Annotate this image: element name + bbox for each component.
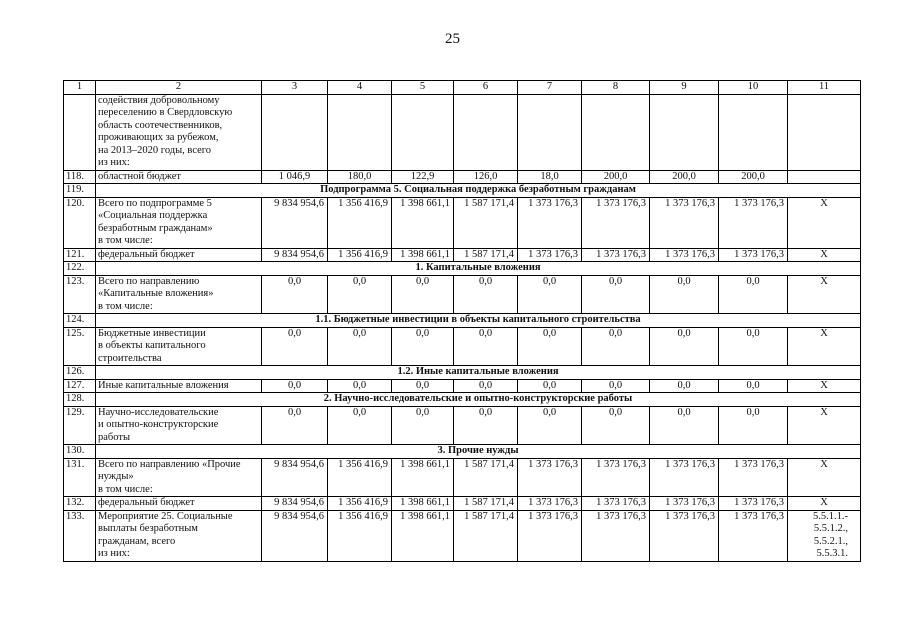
value-cell: 0,0 xyxy=(582,275,650,314)
code-cell xyxy=(788,170,861,184)
table-row xyxy=(64,248,861,262)
item-name-line: содействия добровольному xyxy=(98,94,220,106)
code-cell xyxy=(788,406,861,445)
code-line: Х xyxy=(820,497,828,508)
code-line: Х xyxy=(820,327,828,339)
row-number: 123. xyxy=(64,275,96,314)
value-cell: 1 373 176,3 xyxy=(650,458,719,497)
item-name xyxy=(96,379,262,393)
value-cell xyxy=(518,94,582,170)
item-name xyxy=(96,197,262,248)
table-row xyxy=(64,458,861,497)
table-row xyxy=(64,94,861,170)
code-line: Х xyxy=(820,248,828,260)
table-row xyxy=(64,379,861,393)
section-row xyxy=(64,445,861,459)
row-number: 119. xyxy=(64,184,96,198)
value-cell: 1 356 416,9 xyxy=(328,497,392,511)
item-name-line: гражданам, всего xyxy=(98,535,176,547)
value-cell xyxy=(392,94,454,170)
value-cell: 1 373 176,3 xyxy=(650,497,719,511)
header-cell-col-7: 7 xyxy=(518,81,582,95)
value-cell: 0,0 xyxy=(262,275,328,314)
code-cell xyxy=(788,248,861,262)
section-row xyxy=(64,262,861,276)
code-cell xyxy=(788,379,861,393)
section-row xyxy=(64,314,861,328)
value-cell: 1 398 661,1 xyxy=(392,458,454,497)
value-cell: 0,0 xyxy=(392,406,454,445)
header-cell-col-11: 11 xyxy=(788,81,861,95)
value-cell: 1 587 171,4 xyxy=(454,248,518,262)
header-cell-col-9: 9 xyxy=(650,81,719,95)
code-line: Х xyxy=(820,406,828,418)
value-cell: 1 373 176,3 xyxy=(582,248,650,262)
value-cell: 1 398 661,1 xyxy=(392,510,454,561)
value-cell: 0,0 xyxy=(518,327,582,366)
code-cell xyxy=(788,94,861,170)
value-cell: 1 356 416,9 xyxy=(328,458,392,497)
section-title: 3. Прочие нужды xyxy=(96,445,861,459)
item-name xyxy=(96,170,262,184)
value-cell: 0,0 xyxy=(582,379,650,393)
item-name-line: Мероприятие 25. Социальные xyxy=(98,510,233,522)
item-name xyxy=(96,458,262,497)
code-line: 5.5.3.1. xyxy=(816,548,848,559)
item-name-line: Всего по подпрограмме 5 xyxy=(98,197,212,209)
value-cell: 1 587 171,4 xyxy=(454,458,518,497)
value-cell: 1 356 416,9 xyxy=(328,510,392,561)
value-cell: 1 373 176,3 xyxy=(719,497,788,511)
value-cell: 1 373 176,3 xyxy=(582,458,650,497)
value-cell: 200,0 xyxy=(650,170,719,184)
row-number: 125. xyxy=(64,327,96,366)
row-number: 129. xyxy=(64,406,96,445)
item-name xyxy=(96,275,262,314)
row-number: 127. xyxy=(64,379,96,393)
value-cell: 0,0 xyxy=(262,406,328,445)
value-cell: 1 356 416,9 xyxy=(328,197,392,248)
row-number: 128. xyxy=(64,393,96,407)
value-cell: 0,0 xyxy=(328,327,392,366)
row-number: 121. xyxy=(64,248,96,262)
header-cell-col-3: 3 xyxy=(262,81,328,95)
item-name-line: из них: xyxy=(98,548,130,559)
code-line: 5.5.1.2., xyxy=(813,523,848,534)
item-name-line: переселению в Свердловскую xyxy=(98,107,233,118)
value-cell: 0,0 xyxy=(518,275,582,314)
value-cell: 1 373 176,3 xyxy=(582,197,650,248)
row-number: 131. xyxy=(64,458,96,497)
value-cell xyxy=(454,94,518,170)
item-name xyxy=(96,327,262,366)
row-number: 124. xyxy=(64,314,96,328)
value-cell: 1 373 176,3 xyxy=(582,510,650,561)
item-name-line: Всего по направлению «Прочие xyxy=(98,458,241,470)
value-cell: 1 373 176,3 xyxy=(518,197,582,248)
value-cell: 0,0 xyxy=(392,275,454,314)
value-cell: 0,0 xyxy=(719,275,788,314)
code-cell xyxy=(788,197,861,248)
header-row xyxy=(64,81,861,95)
value-cell xyxy=(582,94,650,170)
row-number: 118. xyxy=(64,170,96,184)
code-cell xyxy=(788,458,861,497)
row-number xyxy=(64,94,96,170)
value-cell: 18,0 xyxy=(518,170,582,184)
value-cell: 1 398 661,1 xyxy=(392,497,454,511)
code-line: Х xyxy=(820,197,828,209)
value-cell: 1 356 416,9 xyxy=(328,248,392,262)
value-cell: 0,0 xyxy=(582,327,650,366)
value-cell: 1 398 661,1 xyxy=(392,248,454,262)
value-cell: 1 373 176,3 xyxy=(719,510,788,561)
value-cell xyxy=(262,94,328,170)
value-cell: 0,0 xyxy=(454,379,518,393)
code-line: Х xyxy=(820,275,828,287)
row-number: 133. xyxy=(64,510,96,561)
item-name-line: Научно-исследовательские xyxy=(98,406,219,418)
section-row xyxy=(64,366,861,380)
header-cell-col-5: 5 xyxy=(392,81,454,95)
value-cell: 0,0 xyxy=(454,327,518,366)
value-cell: 1 587 171,4 xyxy=(454,197,518,248)
item-name-line: федеральный бюджет xyxy=(98,497,195,508)
item-name-line: в том числе: xyxy=(98,300,153,312)
section-title: 1.2. Иные капитальные вложения xyxy=(96,366,861,380)
item-name-line: работы xyxy=(98,431,131,443)
value-cell: 0,0 xyxy=(518,406,582,445)
table-row xyxy=(64,497,861,511)
value-cell: 180,0 xyxy=(328,170,392,184)
item-name-line: строительства xyxy=(98,352,162,364)
item-name-line: проживающих за рубежом, xyxy=(98,132,219,143)
code-cell xyxy=(788,275,861,314)
item-name-line: в том числе: xyxy=(98,483,153,495)
header-cell-col-1: 1 xyxy=(64,81,96,95)
value-cell: 0,0 xyxy=(582,406,650,445)
value-cell: 0,0 xyxy=(262,327,328,366)
header-cell-col-2: 2 xyxy=(96,81,262,95)
item-name-line: «Социальная поддержка xyxy=(98,210,208,221)
value-cell: 9 834 954,6 xyxy=(262,248,328,262)
table-row xyxy=(64,510,861,561)
code-line: 5.5.2.1., xyxy=(813,535,848,547)
value-cell xyxy=(719,94,788,170)
value-cell: 0,0 xyxy=(650,379,719,393)
item-name-line: Иные капитальные вложения xyxy=(98,379,229,391)
code-cell xyxy=(788,497,861,511)
value-cell: 1 373 176,3 xyxy=(719,458,788,497)
item-name-line: в объекты капитального xyxy=(98,340,206,351)
item-name-line: «Капитальные вложения» xyxy=(98,288,214,299)
value-cell: 0,0 xyxy=(650,406,719,445)
value-cell: 1 373 176,3 xyxy=(650,248,719,262)
value-cell: 0,0 xyxy=(719,406,788,445)
table-row xyxy=(64,197,861,248)
item-name-line: нужды» xyxy=(98,471,134,482)
value-cell: 0,0 xyxy=(328,275,392,314)
value-cell: 1 587 171,4 xyxy=(454,497,518,511)
table-body xyxy=(64,81,861,562)
item-name xyxy=(96,406,262,445)
item-name xyxy=(96,510,262,561)
value-cell: 200,0 xyxy=(582,170,650,184)
item-name-line: федеральный бюджет xyxy=(98,248,195,260)
value-cell: 9 834 954,6 xyxy=(262,497,328,511)
value-cell: 1 373 176,3 xyxy=(518,497,582,511)
section-row xyxy=(64,393,861,407)
value-cell: 9 834 954,6 xyxy=(262,510,328,561)
item-name-line: выплаты безработным xyxy=(98,523,198,534)
value-cell: 1 373 176,3 xyxy=(650,197,719,248)
header-cell-col-8: 8 xyxy=(582,81,650,95)
header-cell-col-4: 4 xyxy=(328,81,392,95)
code-line: Х xyxy=(820,458,828,470)
value-cell: 1 398 661,1 xyxy=(392,197,454,248)
value-cell: 126,0 xyxy=(454,170,518,184)
row-number: 122. xyxy=(64,262,96,276)
value-cell: 0,0 xyxy=(719,379,788,393)
value-cell: 1 046,9 xyxy=(262,170,328,184)
code-line: 5.5.1.1.- xyxy=(813,510,848,522)
code-line: Х xyxy=(820,379,828,391)
item-name-line: на 2013–2020 годы, всего xyxy=(98,144,212,156)
value-cell: 0,0 xyxy=(328,406,392,445)
item-name xyxy=(96,94,262,170)
value-cell: 0,0 xyxy=(454,406,518,445)
item-name-line: Бюджетные инвестиции xyxy=(98,327,206,339)
value-cell xyxy=(650,94,719,170)
page-number: 25 xyxy=(445,31,460,47)
value-cell: 9 834 954,6 xyxy=(262,197,328,248)
row-number: 132. xyxy=(64,497,96,511)
code-cell xyxy=(788,327,861,366)
value-cell: 122,9 xyxy=(392,170,454,184)
value-cell: 0,0 xyxy=(454,275,518,314)
item-name-line: безработным гражданам» xyxy=(98,222,213,234)
item-name-line: областной бюджет xyxy=(98,170,181,182)
table-row xyxy=(64,275,861,314)
value-cell: 200,0 xyxy=(719,170,788,184)
header-cell-col-10: 10 xyxy=(719,81,788,95)
value-cell: 1 373 176,3 xyxy=(650,510,719,561)
value-cell: 1 373 176,3 xyxy=(518,510,582,561)
item-name-line: область соотечественников, xyxy=(98,119,223,131)
section-title: Подпрограмма 5. Социальная поддержка безработным гражданам xyxy=(96,184,861,198)
table-row xyxy=(64,170,861,184)
header-cell-col-6: 6 xyxy=(454,81,518,95)
section-title: 1. Капитальные вложения xyxy=(96,262,861,276)
value-cell: 1 373 176,3 xyxy=(518,458,582,497)
value-cell: 0,0 xyxy=(719,327,788,366)
value-cell: 1 587 171,4 xyxy=(454,510,518,561)
code-cell xyxy=(788,510,861,561)
item-name-line: в том числе: xyxy=(98,235,153,246)
table-row xyxy=(64,327,861,366)
value-cell: 1 373 176,3 xyxy=(719,197,788,248)
value-cell: 1 373 176,3 xyxy=(518,248,582,262)
section-title: 2. Научно-исследовательские и опытно-конструкторские работы xyxy=(96,393,861,407)
value-cell: 0,0 xyxy=(392,327,454,366)
value-cell: 0,0 xyxy=(650,327,719,366)
value-cell: 0,0 xyxy=(328,379,392,393)
table-row xyxy=(64,406,861,445)
value-cell: 0,0 xyxy=(262,379,328,393)
item-name-line: Всего по направлению xyxy=(98,275,200,287)
row-number: 120. xyxy=(64,197,96,248)
value-cell: 9 834 954,6 xyxy=(262,458,328,497)
item-name-line: и опытно-конструкторские xyxy=(98,419,219,430)
value-cell: 1 373 176,3 xyxy=(582,497,650,511)
item-name xyxy=(96,248,262,262)
section-title: 1.1. Бюджетные инвестиции в объекты капитального строительства xyxy=(96,314,861,328)
item-name-line: из них: xyxy=(98,157,130,168)
budget-table xyxy=(63,80,861,562)
item-name xyxy=(96,497,262,511)
value-cell xyxy=(328,94,392,170)
row-number: 130. xyxy=(64,445,96,459)
value-cell: 0,0 xyxy=(392,379,454,393)
value-cell: 1 373 176,3 xyxy=(719,248,788,262)
value-cell: 0,0 xyxy=(650,275,719,314)
value-cell: 0,0 xyxy=(518,379,582,393)
row-number: 126. xyxy=(64,366,96,380)
section-row xyxy=(64,184,861,198)
